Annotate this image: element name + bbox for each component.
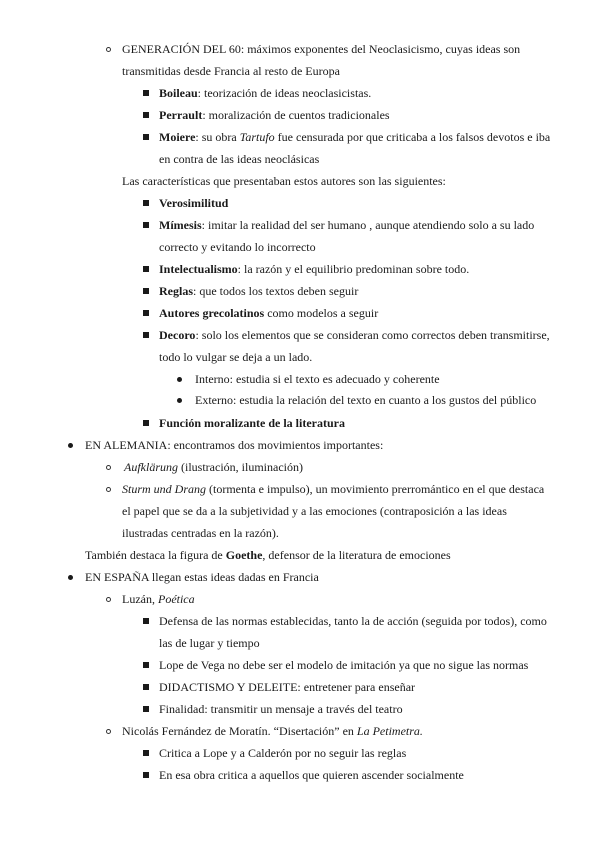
autores-item: Autores grecolatinos como modelos a seguir <box>159 306 379 320</box>
bullet-circle-icon <box>106 597 111 602</box>
bullet-square-icon <box>143 310 149 316</box>
generacion-60-line: GENERACIÓN DEL 60: máximos exponentes del Neoclasicismo, cuyas ideas son <box>122 42 521 56</box>
luzan-item: Luzán, Poética <box>122 592 195 606</box>
bullet-circle-icon <box>106 465 111 470</box>
goethe-line: También destaca la figura de Goethe, defensor de la literatura de emociones <box>85 548 451 562</box>
alemania-item: EN ALEMANIA: encontramos dos movimientos importantes: <box>85 438 384 452</box>
obra-item: En esa obra critica a aquellos que quieren ascender socialmente <box>159 768 464 782</box>
externo-item: Externo: estudia la relación del texto en cuanto a los gustos del público <box>195 393 537 407</box>
interno-item: Interno: estudia si el texto es adecuado y coherente <box>195 372 440 386</box>
aufklarung-item: Aufklärung (ilustración, iluminación) <box>124 460 303 474</box>
perrault-item: Perrault: moralización de cuentos tradicionales <box>159 108 390 122</box>
moiere-cont: en contra de las ideas neoclásicas <box>159 152 320 166</box>
verosimilitud-item: Verosimilitud <box>159 196 229 210</box>
bullet-circle-icon <box>106 487 111 492</box>
intelectualismo-item: Intelectualismo: la razón y el equilibrio predominan sobre todo. <box>159 262 470 276</box>
bullet-square-icon <box>143 662 149 668</box>
espana-item: EN ESPAÑA llegan estas ideas dadas en Francia <box>85 570 319 584</box>
defensa-item: Defensa de las normas establecidas, tanto la de acción (seguida por todos), como <box>159 614 547 628</box>
mimesis-cont: correcto y evitando lo incorrecto <box>159 240 316 254</box>
boileau-item: Boileau: teorización de ideas neoclasicistas. <box>159 86 372 100</box>
decoro-cont: todo lo vulgar se deja a un lado. <box>159 350 313 364</box>
bullet-square-icon <box>143 706 149 712</box>
bullet-square-icon <box>143 618 149 624</box>
bullet-dot-icon <box>68 443 73 448</box>
mimesis-item: Mímesis: imitar la realidad del ser humano , aunque atendiendo solo a su lado <box>159 218 535 232</box>
moratin-item: Nicolás Fernández de Moratín. “Disertación” en La Petimetra. <box>122 724 423 738</box>
didactismo-item: DIDACTISMO Y DELEITE: entretener para enseñar <box>159 680 416 694</box>
bullet-square-icon <box>143 772 149 778</box>
critica-item: Critica a Lope y a Calderón por no seguir las reglas <box>159 746 407 760</box>
bullet-dot-icon <box>177 377 182 382</box>
bullet-square-icon <box>143 200 149 206</box>
bullet-square-icon <box>143 288 149 294</box>
bullet-circle-icon <box>106 729 111 734</box>
bullet-square-icon <box>143 266 149 272</box>
bullet-square-icon <box>143 134 149 140</box>
decoro-item: Decoro: solo los elementos que se consideran como correctos deben transmitirse, <box>159 328 550 342</box>
funcion-item: Función moralizante de la literatura <box>159 416 345 430</box>
sturm-cont1: el papel que se da a la subjetividad y a las emociones (contraposición a las ideas <box>122 504 507 518</box>
bullet-dot-icon <box>68 575 73 580</box>
generacion-60-cont: transmitidas desde Francia al resto de Europa <box>122 64 340 78</box>
bullet-circle-icon <box>106 47 111 52</box>
bullet-square-icon <box>143 420 149 426</box>
finalidad-item: Finalidad: transmitir un mensaje a través del teatro <box>159 702 403 716</box>
bullet-square-icon <box>143 750 149 756</box>
defensa-cont: las de lugar y tiempo <box>159 636 260 650</box>
caracteristicas-intro: Las características que presentaban estos autores son las siguientes: <box>122 174 446 188</box>
bullet-square-icon <box>143 112 149 118</box>
bullet-square-icon <box>143 90 149 96</box>
reglas-item: Reglas: que todos los textos deben seguir <box>159 284 359 298</box>
lope-item: Lope de Vega no debe ser el modelo de imitación ya que no sigue las normas <box>159 658 529 672</box>
bullet-square-icon <box>143 332 149 338</box>
bullet-square-icon <box>143 222 149 228</box>
moiere-item: Moiere: su obra Tartufo fue censurada por que criticaba a los falsos devotos e iba <box>159 130 551 144</box>
bullet-square-icon <box>143 684 149 690</box>
sturm-cont2: ilustradas centradas en la razón). <box>122 526 279 540</box>
bullet-dot-icon <box>177 398 182 403</box>
sturm-item: Sturm und Drang (tormenta e impulso), un movimiento prerromántico en el que destaca <box>122 482 545 496</box>
